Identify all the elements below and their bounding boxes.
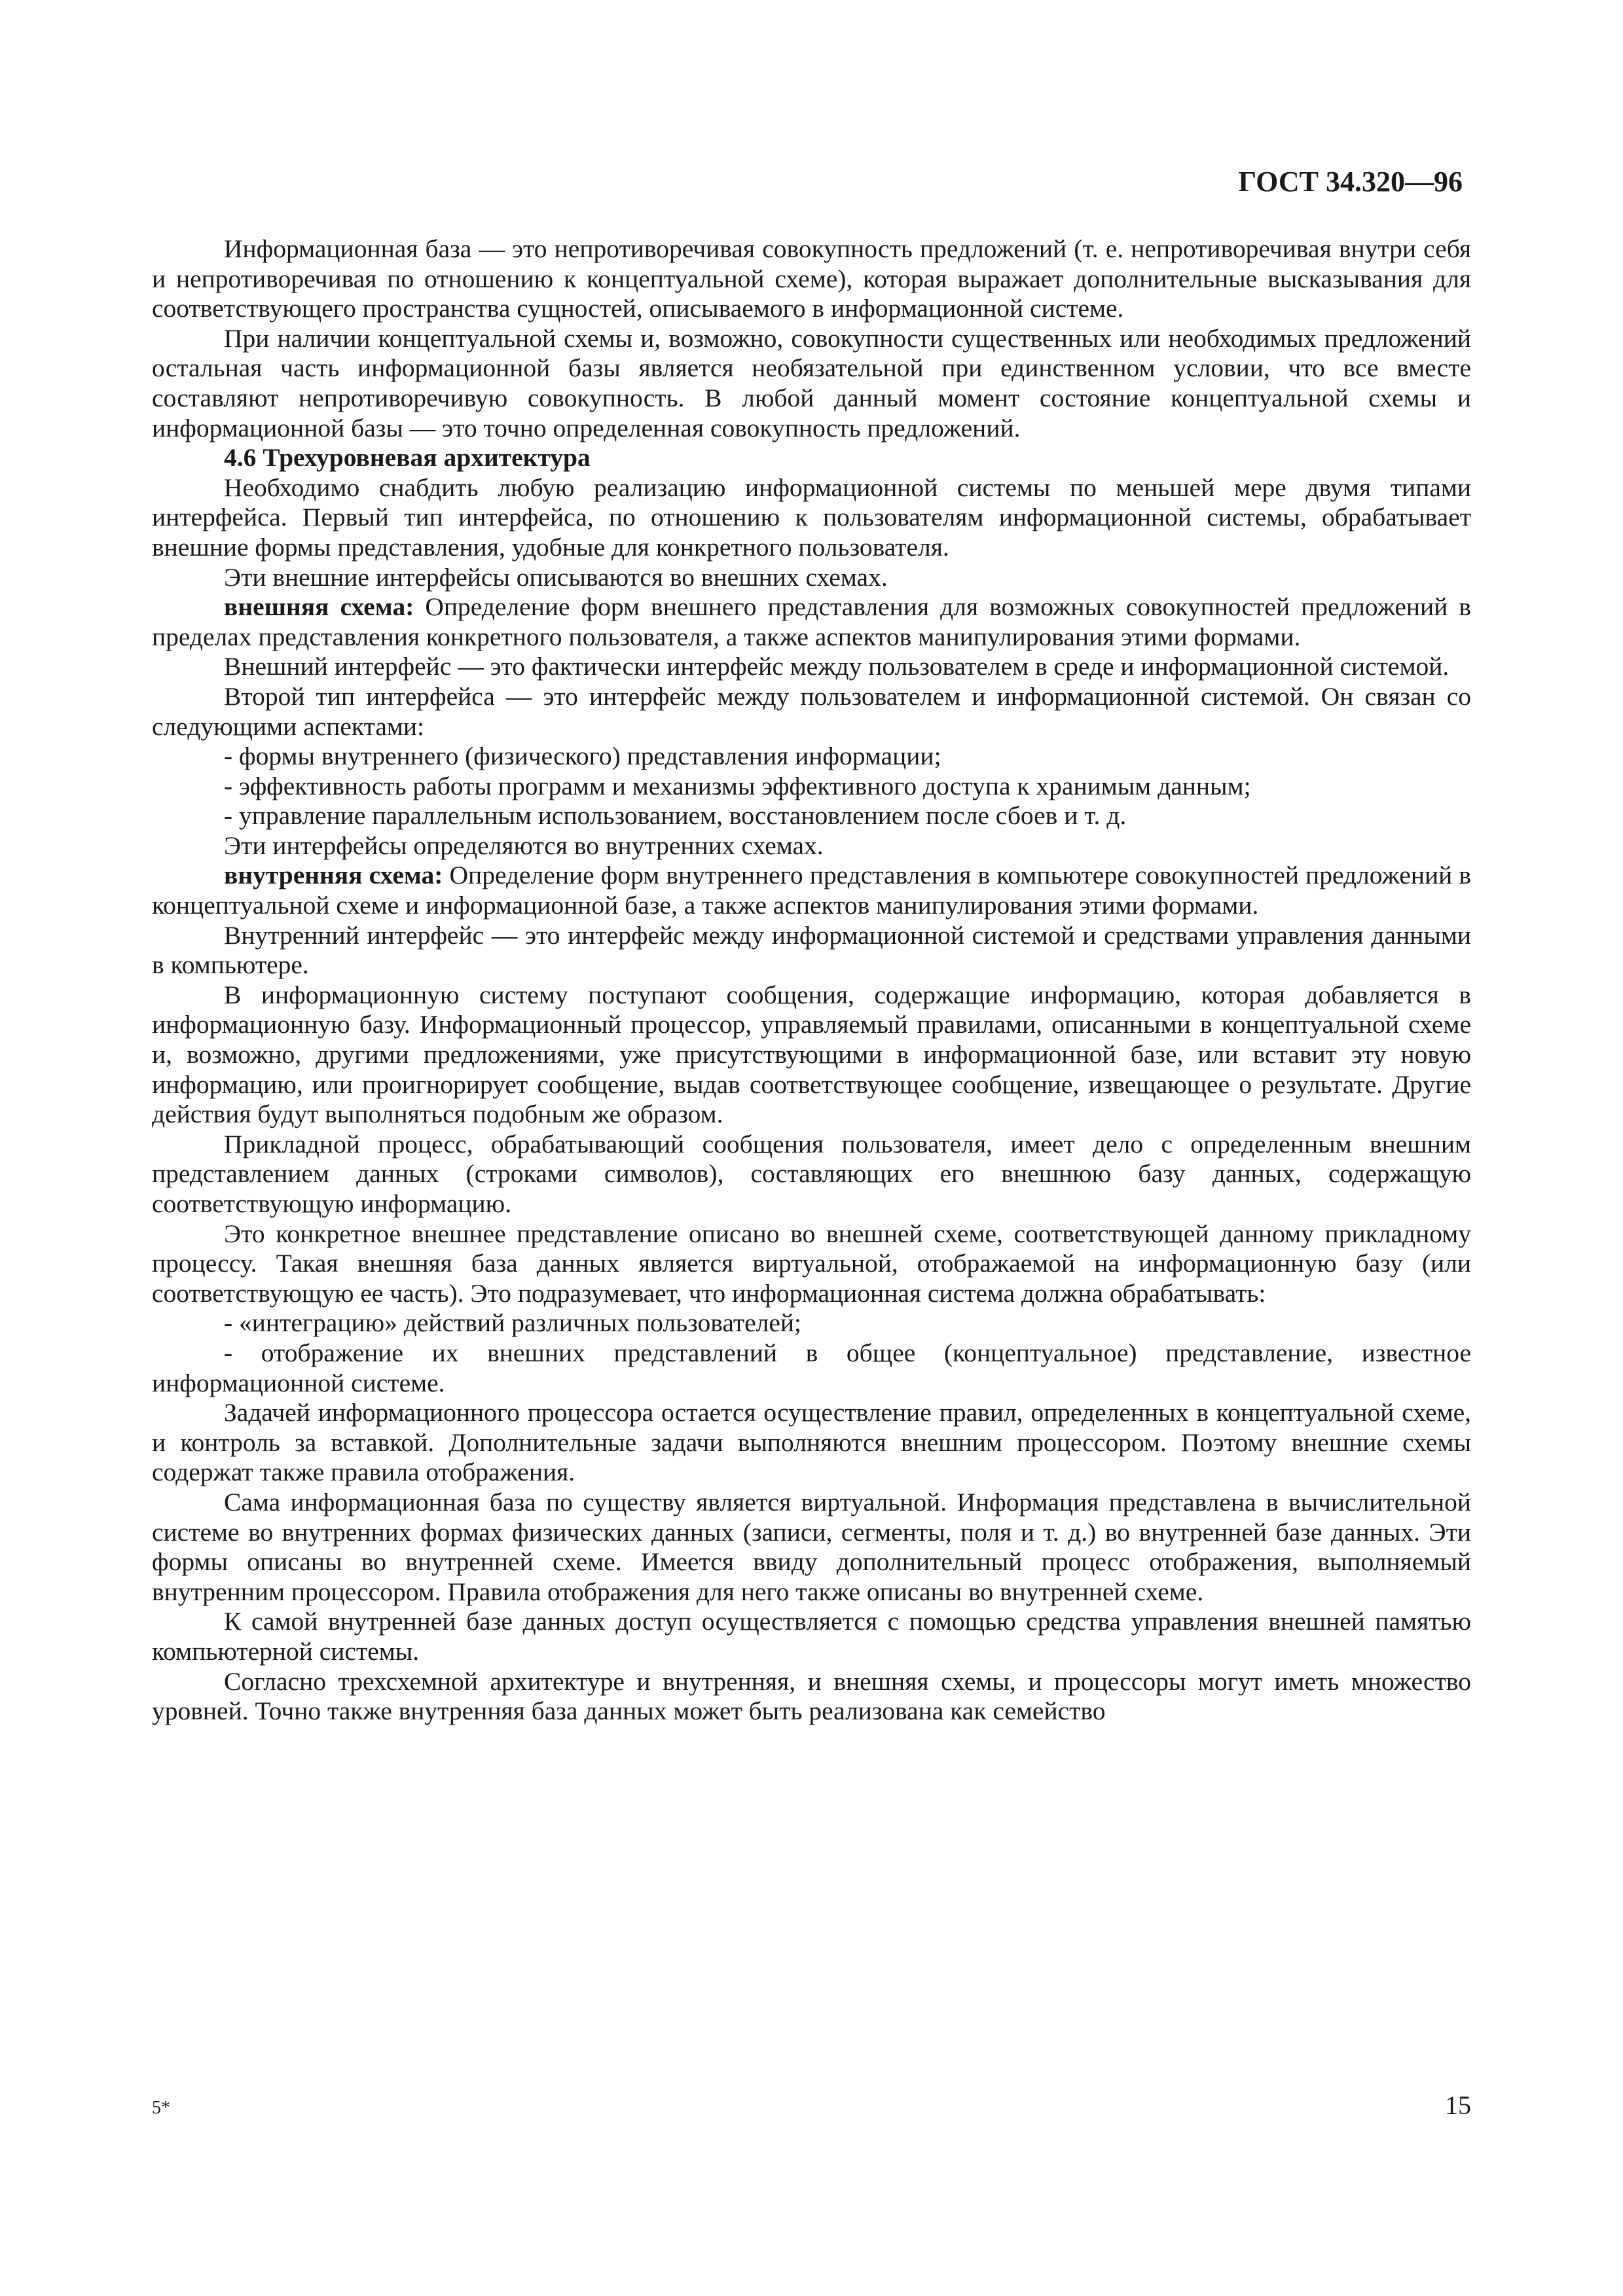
list-item: - управление параллельным использованием, восстановлением после сбоев и т. д. <box>224 801 1127 831</box>
paragraph: В информационную систему поступают сообщения, содержащие информацию, которая добавляется в информационную базу. Информационный процессор, управляемый правилами, описанными в концептуальной схеме и, возможно, другими предложениями, уже присутствующими в информационной базе, или вставит эту новую информацию, или проигнорирует сообщение, выдав соответствующее сообщение, извещающее о результате. Другие действия будут выполняться подобным же образом. <box>152 980 1471 1129</box>
list-item: - эффективность работы программ и механизмы эффективного доступа к хранимым данным; <box>224 771 1251 800</box>
paragraph: Второй тип интерфейса — это интерфейс между пользователем и информационной системой. Он связан со следующими аспектами: <box>152 681 1471 741</box>
page-number: 15 <box>1445 2090 1471 2120</box>
paragraph: Задачей информационного процессора остается осуществление правил, определенных в концептуальной схеме, и контроль за вставкой. Дополнительные задачи выполняются внешним процессором. Поэтому внешние схемы содержат также правила отображения. <box>152 1398 1471 1487</box>
paragraph: Информационная база — это непротиворечивая совокупность предложений (т. е. непротиворечивая внутри себя и непротиворечивая по отношению к концептуальной схеме), которая выражает дополнительные высказывания для соответствующего пространства сущностей, описываемого в информационной системе. <box>152 234 1471 323</box>
paragraph: Прикладной процесс, обрабатывающий сообщения пользователя, имеет дело с определенным внешним представлением данных (строками символов), составляющих его внешнюю базу данных, содержащую соответствующую информацию. <box>152 1129 1471 1218</box>
document-body <box>152 234 1471 1727</box>
paragraph: Согласно трехсхемной архитектуре и внутренняя, и внешняя схемы, и процессоры могут иметь множество уровней. Точно также внутренняя база данных может быть реализована как семейство <box>152 1666 1471 1726</box>
paragraph: Эти внешние интерфейсы описываются во внешних схемах. <box>224 562 888 592</box>
definition-paragraph <box>152 861 1471 920</box>
definition-term: внутренняя схема: <box>224 861 443 890</box>
document-header: ГОСТ 34.320—96 <box>1238 166 1463 198</box>
paragraph: Сама информационная база по существу является виртуальной. Информация представлена в вычислительной системе во внутренних формах физических данных (записи, сегменты, поля и т. д.) во внутренней базе данных. Эти формы описаны во внутренней схеме. Имеется ввиду дополнительный процесс отображения, выполняемый внутренним процессором. Правила отображения для него также описаны во внутренней схеме. <box>152 1487 1471 1606</box>
paragraph: Это конкретное внешнее представление описано во внешней схеме, соответствующей данному прикладному процессу. Такая внешняя база данных является виртуальной, отображаемой на информационную базу (или соответствующую ее часть). Это подразумевает, что информационная система должна обрабатывать: <box>152 1219 1471 1308</box>
list-item: - отображение их внешних представлений в общее (концептуальное) представление, известное информационной системе. <box>152 1338 1471 1397</box>
list-item: - формы внутреннего (физического) представления информации; <box>224 742 941 771</box>
paragraph: Внешний интерфейс — это фактически интерфейс между пользователем в среде и информационной системой. <box>224 652 1450 681</box>
list-item: - «интеграцию» действий различных пользователей; <box>224 1308 802 1338</box>
definition-text: Определение форм внутреннего представления в компьютере совокупностей предложений в концептуальной схеме и информационной базе, а также аспектов манипулирования этими формами. <box>152 861 1471 920</box>
signature-mark: 5* <box>152 2098 170 2118</box>
section-heading: 4.6 Трехуровневая архитектура <box>224 443 591 473</box>
definition-paragraph <box>152 592 1471 652</box>
paragraph: К самой внутренней базе данных доступ осуществляется с помощью средства управления внешней памятью компьютерной системы. <box>152 1607 1471 1666</box>
paragraph: Эти интерфейсы определяются во внутренних схемах. <box>224 831 824 860</box>
paragraph: При наличии концептуальной схемы и, возможно, совокупности существенных или необходимых предложений остальная часть информационной базы является необязательной при единственном условии, что все вместе составляют непротиворечивую совокупность. В любой данный момент состояние концептуальной схемы и информационной базы — это точно определенная совокупность предложений. <box>152 323 1471 442</box>
definition-text: Определение форм внешнего представления для возможных совокупностей предложений в пределах представления конкретного пользователя, а также аспектов манипулирования этими формами. <box>152 592 1471 651</box>
definition-term: внешняя схема: <box>224 592 414 622</box>
paragraph: Внутренний интерфейс — это интерфейс между информационной системой и средствами управления данными в компьютере. <box>152 920 1471 980</box>
paragraph: Необходимо снабдить любую реализацию информационной системы по меньшей мере двумя типами интерфейса. Первый тип интерфейса, по отношению к пользователям информационной системы, обрабатывает внешние формы представления, удобные для конкретного пользователя. <box>152 473 1471 562</box>
